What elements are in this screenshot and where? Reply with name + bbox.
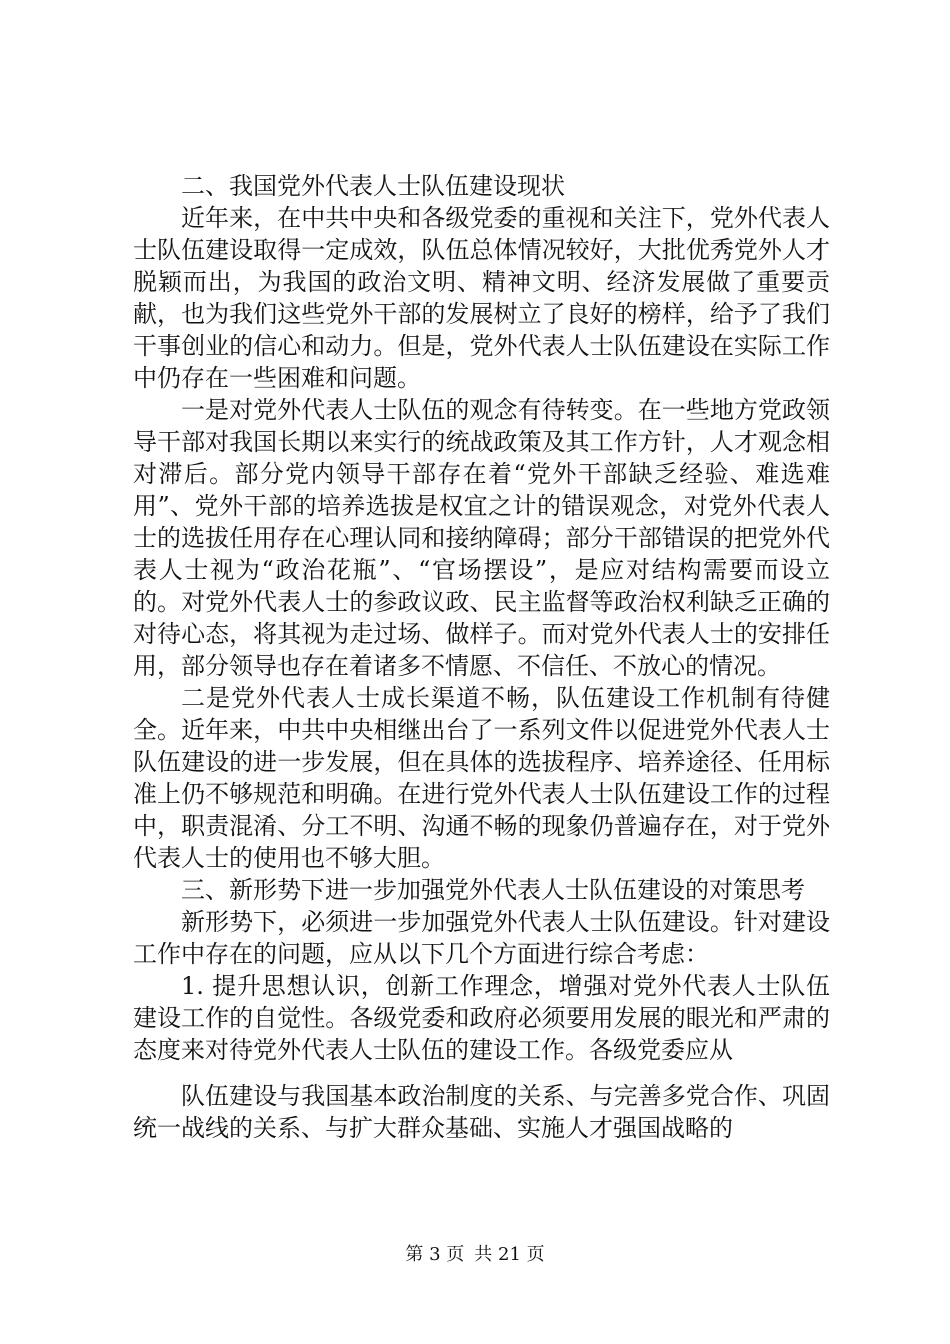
paragraph: 1. 提升思想认识，创新工作理念，增强对党外代表人士队伍建设工作的自觉性。各级党委和政府必须要用发展的眼光和严肃的态度来对待党外代表人士队伍的建设工作。各级党委应从 xyxy=(133,972,830,1064)
page-number: 第 3 页 xyxy=(405,1244,465,1265)
page-footer xyxy=(0,1240,950,1266)
document-body xyxy=(133,170,830,1144)
paragraph: 新形势下，必须进一步加强党外代表人士队伍建设。针对建设工作中存在的问题，应从以下几个方面进行综合考虑： xyxy=(133,908,830,968)
section-heading: 二、我国党外代表人士队伍建设现状 xyxy=(181,172,565,200)
paragraph: 一是对党外代表人士队伍的观念有待转变。在一些地方党政领导干部对我国长期以来实行的统战政策及其工作方针，人才观念相对滞后。部分党内领导干部存在着“党外干部缺乏经验、难选难用”、党外干部的培养选拔是权宜之计的错误观念，对党外代表人士的选拔任用存在心理认同和接纳障碍；部分干部错误的把党外代表人士视为“政治花瓶”、“官场摆设”，是应对结构需要而设立的。对党外代表人士的参政议政、民主监督等政治权利缺乏正确的对待心态，将其视为走过场、做样子。而对党外代表人士的安排任用，部分领导也存在着诸多不情愿、不信任、不放心的情况。 xyxy=(133,396,830,680)
section-heading: 三、新形势下进一步加强党外代表人士队伍建设的对策思考 xyxy=(181,876,805,904)
paragraph: 二是党外代表人士成长渠道不畅，队伍建设工作机制有待健全。近年来，中共中央相继出台了一系列文件以促进党外代表人士队伍建设的进一步发展，但在具体的选拔程序、培养途径、任用标准上仍不够规范和明确。在进行党外代表人士队伍建设工作的过程中，职责混淆、分工不明、沟通不畅的现象仍普遍存在，对于党外代表人士的使用也不够大胆。 xyxy=(133,684,830,872)
paragraph: 队伍建设与我国基本政治制度的关系、与完善多党合作、巩固统一战线的关系、与扩大群众基础、实施人才强国战略的 xyxy=(133,1082,830,1142)
paragraph: 近年来，在中共中央和各级党委的重视和关注下，党外代表人士队伍建设取得一定成效，队伍总体情况较好，大批优秀党外人才脱颖而出，为我国的政治文明、精神文明、经济发展做了重要贡献，也为我们这些党外干部的发展树立了良好的榜样，给予了我们干事创业的信心和动力。但是，党外代表人士队伍建设在实际工作中仍存在一些困难和问题。 xyxy=(133,204,830,392)
page-total: 共 21 页 xyxy=(474,1244,545,1265)
